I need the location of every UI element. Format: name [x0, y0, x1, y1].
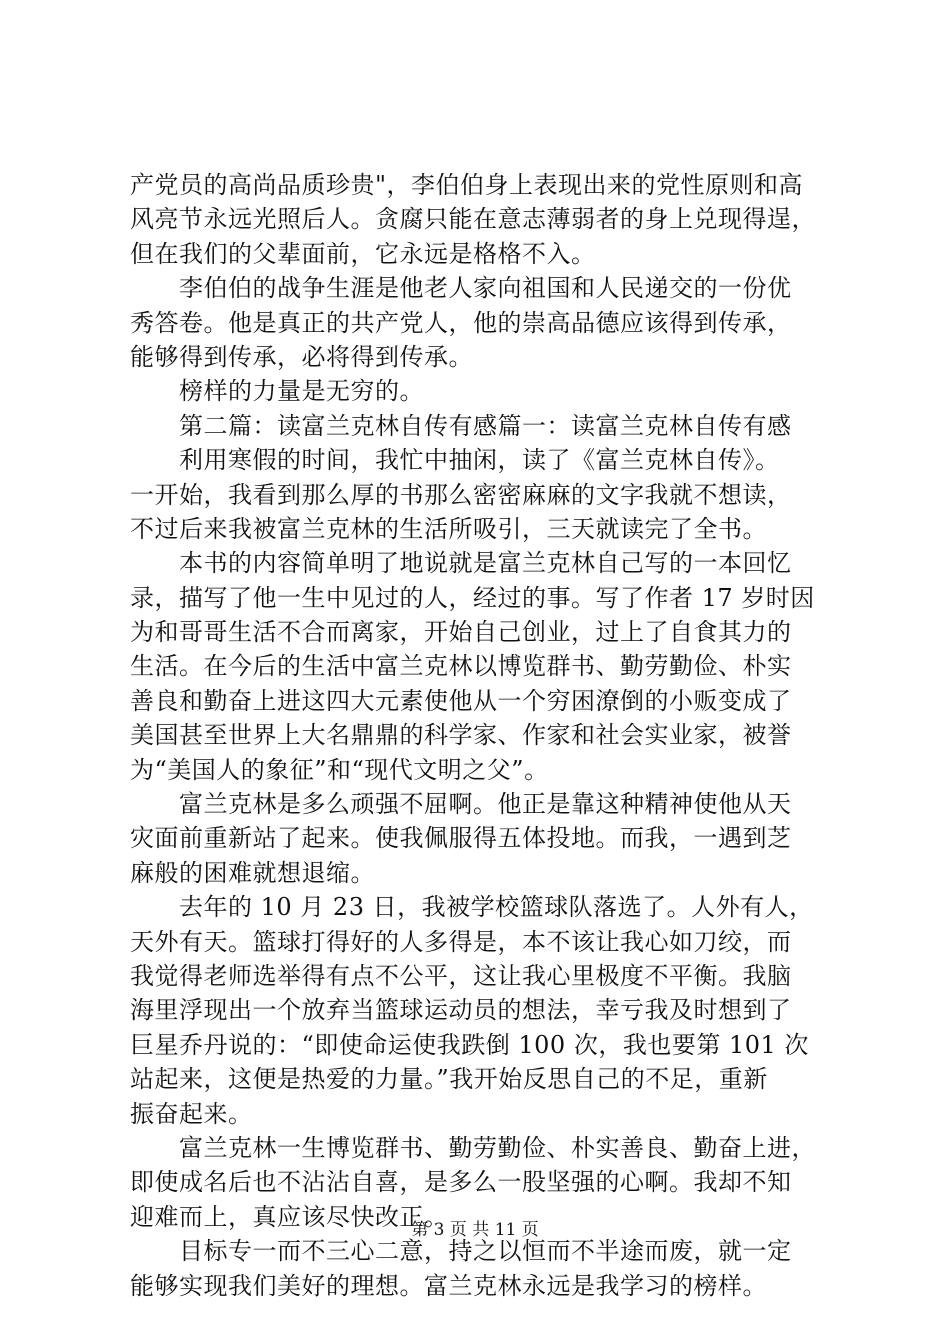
- text-line: 为和哥哥生活不合而离家，开始自己创业，过上了自食其力的: [130, 618, 792, 647]
- text-line: 迎难而上，真应该尽快改正。: [130, 1202, 449, 1231]
- text-line: 生活。在今后的生活中富兰克林以博览群书、勤劳勤俭、朴实: [130, 652, 792, 681]
- text-line: 产党员的高尚品质珍贵"，李伯伯身上表现出来的党性原则和高: [130, 171, 804, 199]
- text-line: 不过后来我被富兰克林的生活所吸引，三天就读完了全书。: [130, 514, 767, 543]
- paragraph-start-line: 目标专一而不三心二意，持之以恒而不半途而废，就一定: [179, 1237, 792, 1266]
- text-line: 一开始，我看到那么厚的书那么密密麻麻的文字我就不想读，: [130, 480, 792, 509]
- text-line: 为“美国人的象征”和“现代文明之父”。: [130, 755, 549, 784]
- text-line: 录，描写了他一生中见过的人，经过的事。写了作者 17 岁时因: [130, 583, 815, 612]
- text-line: 麻般的困难就想退缩。: [130, 858, 375, 887]
- paragraph-start-line: 去年的 10 月 23 日，我被学校篮球队落选了。人外有人，: [179, 893, 814, 922]
- text-line: 秀答卷。他是真正的共产党人，他的崇高品德应该得到传承，: [130, 308, 792, 337]
- text-line: 风亮节永远光照后人。贪腐只能在意志薄弱者的身上兑现得逞，: [130, 205, 816, 234]
- text-line: 能够实现我们美好的理想。富兰克林永远是我学习的榜样。: [130, 1271, 767, 1300]
- text-line: 巨星乔丹说的：“即使命运使我跌倒 100 次，我也要第 101 次: [130, 1030, 809, 1059]
- paragraph-start-line: 富兰克林一生博览群书、勤劳勤俭、朴实善良、勤奋上进，: [179, 1133, 816, 1162]
- text-line: 能够得到传承，必将得到传承。: [130, 342, 473, 371]
- paragraph-start-line: 李伯伯的战争生涯是他老人家向祖国和人民递交的一份优: [179, 274, 792, 303]
- paragraph-start-line: 富兰克林是多么顽强不屈啊。他正是靠这种精神使他从天: [179, 790, 792, 819]
- paragraph-start-line: 利用寒假的时间，我忙中抽闲，读了《富兰克林自传》。: [179, 446, 780, 475]
- paragraph-start-line: 本书的内容简单明了地说就是富兰克林自己写的一本回忆: [179, 549, 792, 578]
- text-line: 海里浮现出一个放弃当篮球运动员的想法，幸亏我及时想到了: [130, 996, 792, 1025]
- text-line: 即使成名后也不沾沾自喜，是多么一股坚强的心啊。我却不知: [130, 1168, 792, 1197]
- text-line: 灾面前重新站了起来。使我佩服得五体投地。而我，一遇到芝: [130, 824, 792, 853]
- body-text: [130, 168, 850, 1303]
- section-heading: 第二篇：读富兰克林自传有感篇一：读富兰克林自传有感: [179, 411, 792, 440]
- text-line: 但在我们的父辈面前，它永远是格格不入。: [130, 239, 596, 268]
- text-line: 振奋起来。: [130, 1099, 253, 1128]
- page-number-footer: 第 3 页 共 11 页: [411, 1220, 539, 1240]
- text-line: 天外有天。篮球打得好的人多得是，本不该让我心如刀绞，而: [130, 927, 792, 956]
- text-line: 我觉得老师选举得有点不公平，这让我心里极度不平衡。我脑: [130, 961, 792, 990]
- text-line: 美国甚至世界上大名鼎鼎的科学家、作家和社会实业家，被誉: [130, 721, 792, 750]
- text-line: 站起来，这便是热爱的力量。”我开始反思自己的不足，重新: [130, 1065, 768, 1094]
- text-line: 善良和勤奋上进这四大元素使他从一个穷困潦倒的小贩变成了: [130, 686, 792, 715]
- paragraph-start-line: 榜样的力量是无穷的。: [179, 377, 424, 406]
